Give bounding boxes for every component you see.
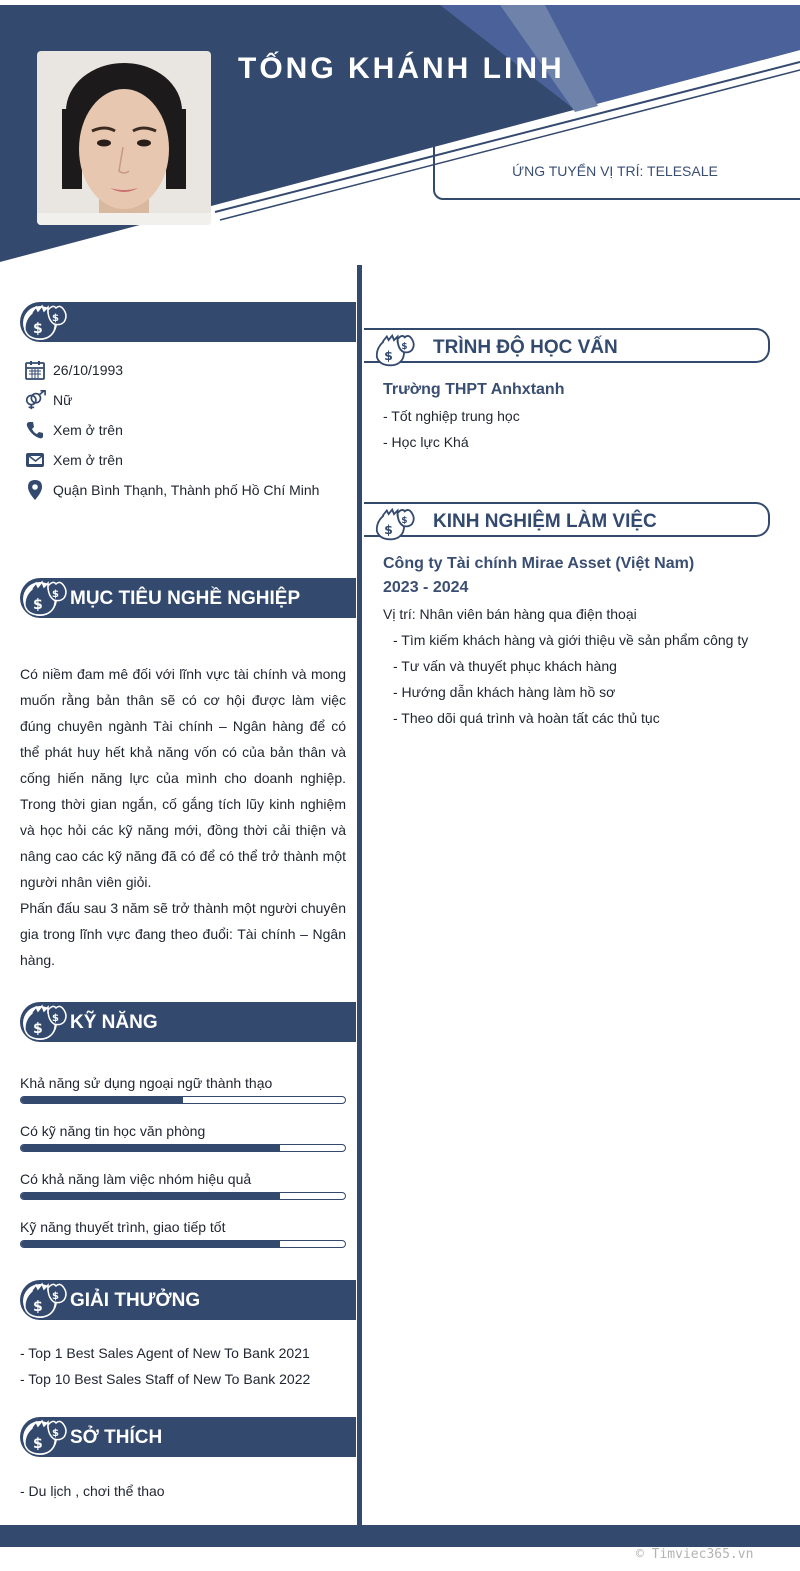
objective-title: MỤC TIÊU NGHỀ NGHIỆP	[70, 588, 301, 609]
money-bag-icon	[20, 1002, 68, 1042]
work-period: 2023 - 2024	[383, 579, 469, 596]
hobbies-title: SỞ THÍCH	[70, 1427, 163, 1448]
svg-text:$: $	[33, 597, 43, 613]
skill-bar-fill	[21, 1145, 280, 1151]
skill-bar-fill	[21, 1241, 280, 1247]
duty-item: - Theo dõi quá trình và hoàn tất các thủ tục	[393, 710, 660, 726]
svg-text:$: $	[52, 589, 59, 600]
location-pin-icon	[24, 479, 46, 501]
skill-label: Khả năng sử dụng ngoại ngữ thành thạo	[20, 1075, 273, 1091]
address-row	[24, 479, 319, 501]
skill-label: Có khả năng làm việc nhóm hiệu quả	[20, 1171, 252, 1187]
svg-text:$: $	[52, 1428, 59, 1439]
money-bag-icon	[370, 332, 418, 368]
education-line: - Tốt nghiệp trung học	[383, 408, 520, 424]
gender-row	[24, 389, 72, 411]
objective-paragraph-2: Phấn đấu sau 3 năm sẽ trở thành một người chuyên gia trong lĩnh vực đang theo đuổi: Tài chính – Ngân hàng.	[20, 900, 346, 968]
skill-label: Kỹ năng thuyết trình, giao tiếp tốt	[20, 1219, 226, 1235]
skills-title: KỸ NĂNG	[70, 1012, 158, 1033]
email-row	[24, 449, 123, 471]
hobbies-header	[20, 1417, 356, 1457]
skills-header	[20, 1002, 356, 1042]
objective-header	[20, 578, 356, 618]
company-name: Công ty Tài chính Mirae Asset (Việt Nam)	[383, 555, 695, 572]
money-bag-icon	[20, 1280, 68, 1320]
applied-position: ỨNG TUYỂN VỊ TRÍ: TELESALE	[512, 163, 718, 179]
award-item: - Top 10 Best Sales Staff of New To Bank 2022	[20, 1371, 311, 1387]
svg-text:$: $	[33, 1021, 43, 1037]
watermark: © Timviec365.vn	[636, 1547, 754, 1562]
footer-bar	[0, 1525, 800, 1547]
skill-bar-fill	[21, 1097, 183, 1103]
skill-bar	[20, 1192, 346, 1200]
experience-title: KINH NGHIỆM LÀM VIỆC	[433, 511, 657, 532]
school-name: Trường THPT Anhxtanh	[383, 381, 565, 398]
svg-text:$: $	[33, 1436, 43, 1452]
education-title: TRÌNH ĐỘ HỌC VẤN	[433, 337, 618, 358]
objective-paragraph-1: Có niềm đam mê đối với lĩnh vực tài chính và mong muốn rằng bản thân sẽ có cơ hội được làm việc đúng chuyên ngành Tài chính – Ngân hàng để có thể phát huy hết khả năng vốn có của bản thân và cống hiến năng lực của mình cho doanh nghiệp. Trong thời gian ngắn, cố gắng tích lũy kinh nghiệm và học hỏi các kỹ năng mới, đồng thời cải thiện và nâng cao các kỹ năng đã có để có thể trở thành một người nhân viên giỏi.	[20, 666, 346, 890]
calendar-icon	[24, 359, 46, 381]
svg-text:$: $	[401, 516, 408, 527]
money-bag-icon	[20, 1417, 68, 1457]
svg-text:$: $	[33, 321, 43, 337]
profile-photo	[37, 51, 211, 225]
awards-title: GIẢI THƯỞNG	[70, 1290, 201, 1311]
phone: Xem ở trên	[53, 422, 123, 438]
skill-bar	[20, 1240, 346, 1248]
awards-header	[20, 1280, 356, 1320]
skill-bar	[20, 1144, 346, 1152]
birthdate-row	[24, 359, 123, 381]
skill-bar	[20, 1096, 346, 1104]
money-bag-icon	[20, 578, 68, 618]
phone-row	[24, 419, 123, 441]
duty-item: - Hướng dẫn khách hàng làm hồ sơ	[393, 684, 616, 700]
duty-item: - Tìm kiếm khách hàng và giới thiệu về sản phẩm công ty	[393, 632, 749, 648]
job-role: Vị trí: Nhân viên bán hàng qua điện thoại	[383, 606, 637, 622]
svg-text:$: $	[384, 347, 393, 363]
gender: Nữ	[53, 392, 73, 408]
svg-text:$: $	[52, 313, 59, 324]
money-bag-icon	[370, 506, 418, 542]
svg-text:$: $	[384, 521, 393, 537]
column-divider	[357, 265, 362, 1525]
education-line: - Học lực Khá	[383, 434, 469, 450]
svg-text:$: $	[52, 1291, 59, 1302]
address: Quận Bình Thạnh, Thành phố Hồ Chí Minh	[53, 482, 320, 498]
svg-text:$: $	[33, 1299, 43, 1315]
personal-info-header	[20, 302, 356, 342]
svg-text:$: $	[401, 342, 408, 353]
education-header	[364, 328, 770, 363]
skill-label: Có kỹ năng tin học văn phòng	[20, 1123, 206, 1139]
candidate-name: TỐNG KHÁNH LINH	[238, 52, 565, 85]
experience-header	[364, 502, 770, 537]
hobby-item: - Du lịch , chơi thể thao	[20, 1483, 165, 1499]
svg-text:$: $	[52, 1013, 59, 1024]
skill-bar-fill	[21, 1193, 280, 1199]
money-bag-icon	[20, 302, 68, 342]
email-icon	[24, 449, 46, 471]
email: Xem ở trên	[53, 452, 123, 468]
award-item: - Top 1 Best Sales Agent of New To Bank 2021	[20, 1345, 310, 1361]
duty-item: - Tư vấn và thuyết phục khách hàng	[393, 658, 617, 674]
gender-icon	[24, 389, 46, 411]
phone-icon	[24, 419, 46, 441]
birthdate: 26/10/1993	[53, 362, 124, 378]
